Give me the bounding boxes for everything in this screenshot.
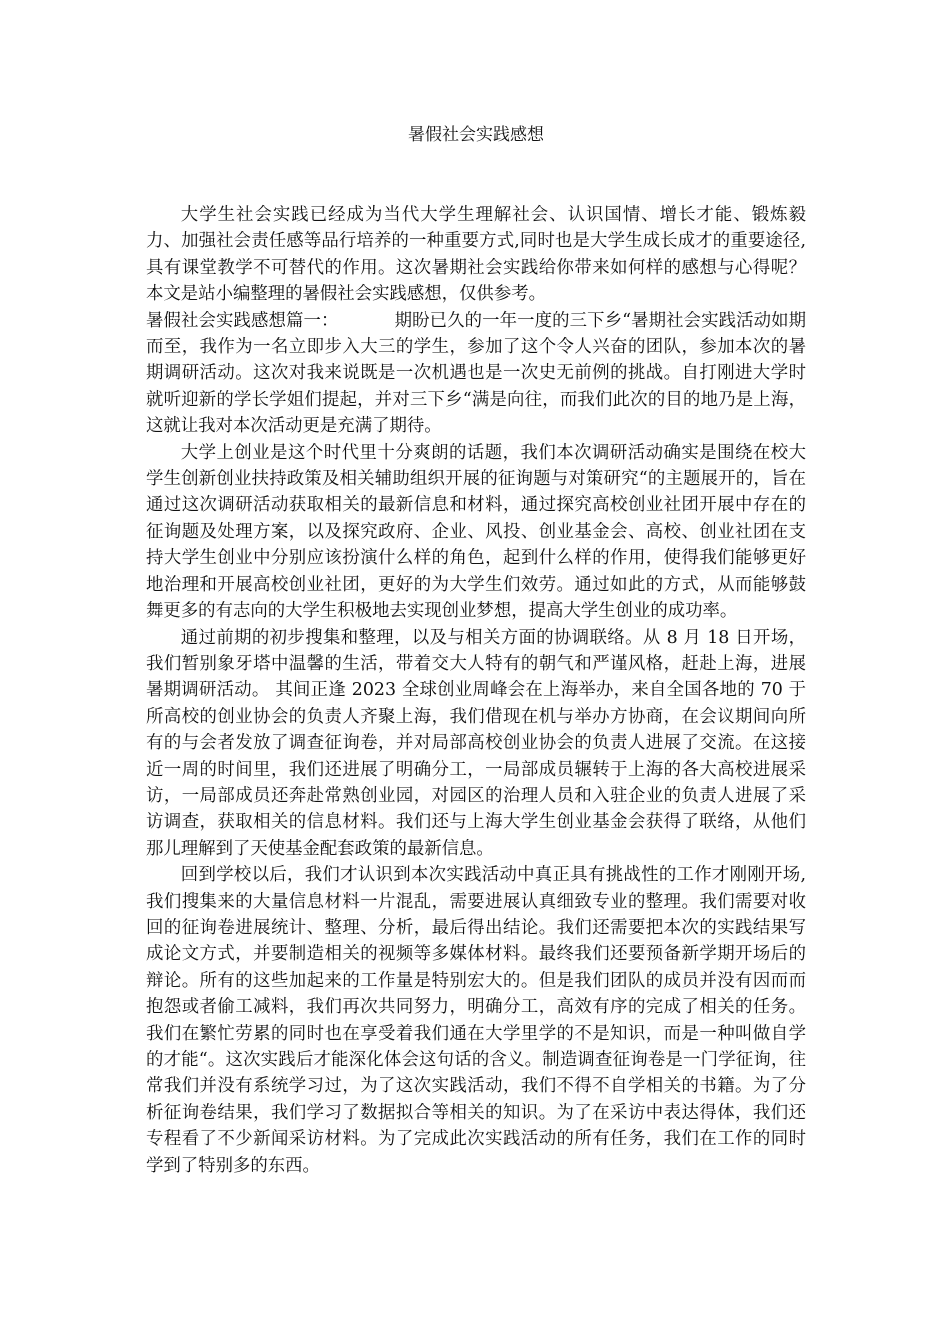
document-body bbox=[146, 202, 806, 1179]
body-paragraph: 回到学校以后，我们才认识到本次实践活动中真正具有挑战性的工作才刚刚开场,我们搜集来的大量信息材料一片混乱，需要进展认真细致专业的整理。我们需要对收回的征询卷进展统计、整理、分析，最后得出结论。我们还需要把本次的实践结果写成论文方式，并要制造相关的视频等多媒体材料。最终我们还要预备新学期开场后的辩论。所有的这些加起来的工作量是特别宏大的。但是我们团队的成员并没有因而而抱怨或者偷工减料，我们再次共同努力，明确分工，高效有序的完成了相关的任务。我们在繁忙劳累的同时也在享受着我们通在大学里学的不是知识，而是一种叫做自学的才能“。这次实践后才能深化体会这句话的含义。制造调查征询卷是一门学征询，往常我们并没有系统学习过，为了这次实践活动，我们不得不自学相关的书籍。为了分析征询卷结果，我们学习了数据拟合等相关的知识。为了在采访中表达得体，我们还专程看了不少新闻采访材料。为了完成此次实践活动的所有任务，我们在工作的同时学到了特别多的东西。 bbox=[146, 865, 806, 1176]
body-paragraph: 大学上创业是这个时代里十分爽朗的话题，我们本次调研活动确实是围绕在校大学生创新创业扶持政策及相关辅助组织开展的征询题与对策研究“的主题展开的，旨在通过这次调研活动获取相关的最新信息和材料，通过探究高校创业社团开展中存在的征询题及处理方案，以及探究政府、企业、风投、创业基金会、高校、创业社团在支持大学生创业中分别应该扮演什么样的角色，起到什么样的作用，使得我们能够更好地治理和开展高校创业社团，更好的为大学生们效劳。通过如此的方式，从而能够鼓舞更多的有志向的大学生积极地去实现创业梦想，提高大学生创业的成功率。 bbox=[146, 442, 806, 622]
intro-paragraph: 大学生社会实践已经成为当代大学生理解社会、认识国情、增长才能、锻炼毅力、加强社会责任感等品行培养的一种重要方式,同时也是大学生成长成才的重要途径,具有课堂教学不可替代的作用。这次暑期社会实践给你带来如何样的感想与心得呢？本文是站小编整理的暑假社会实践感想，仅供参考。 bbox=[146, 205, 806, 305]
body-paragraph: 通过前期的初步搜集和整理，以及与相关方面的协调联络。从 8 月 18 日开场，我们暂别象牙塔中温馨的生活，带着交大人特有的朝气和严谨风格，赶赴上海，进展暑期调研活动。 其间正逢 2023 全球创业周峰会在上海举办，来自全国各地的 70 于所高校的创业协会的负责人齐聚上海，我们借现在机与举办方协商，在会议期间向所有的与会者发放了调查征询卷，并对局部高校创业协会的负责人进展了交流。在这接近一周的时间里，我们还进展了明确分工，一局部成员辗转于上海的各大高校进展采访，一局部成员还奔赴常熟创业园，对园区的治理人员和入驻企业的负责人进展了采访调查，获取相关的信息材料。我们还与上海大学生创业基金会获得了联络，从他们那儿理解到了天使基金配套政策的最新信息。 bbox=[146, 627, 806, 859]
section-heading: 暑假社会实践感想篇一： bbox=[146, 310, 339, 331]
document-title: 暑假社会实践感想 bbox=[408, 125, 544, 145]
section-first-paragraph: 期盼已久的一年一度的三下乡“暑期社会实践活动如期而至，我作为一名立即步入大三的学生，参加了这个令人兴奋的团队，参加本次的暑期调研活动。这次对我来说既是一次机遇也是一次史无前例的挑战。自打刚进大学时就听迎新的学长学姐们提起，并对三下乡“满是向往，而我们此次的目的地乃是上海，这就让我对本次活动更是充满了期待。 bbox=[146, 310, 806, 437]
section-one-paragraph bbox=[146, 308, 806, 440]
